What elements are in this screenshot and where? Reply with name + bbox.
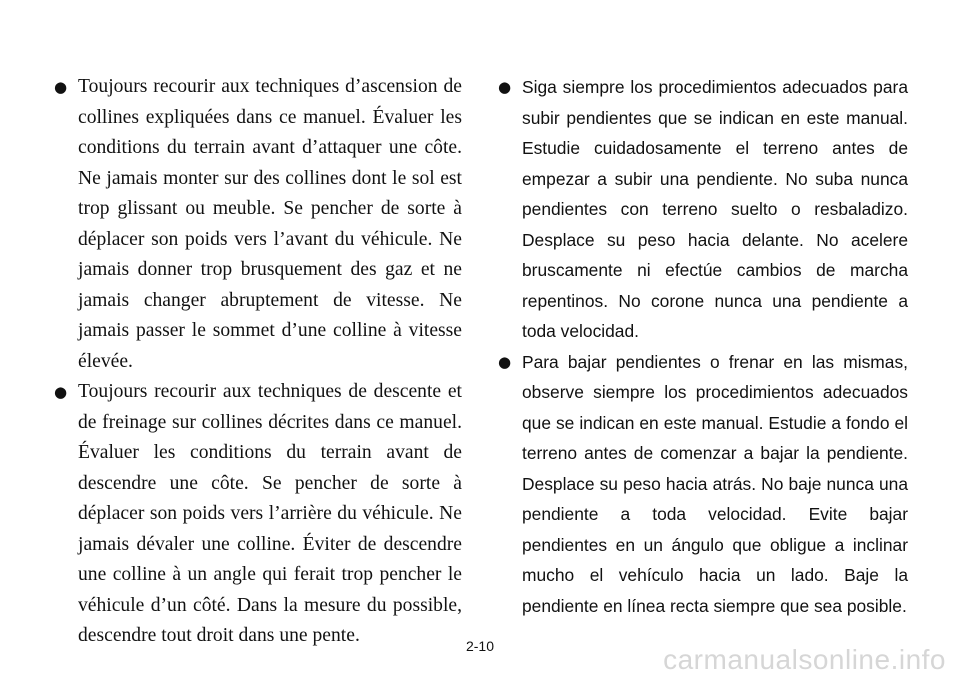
- bullet-icon: ●: [498, 78, 512, 96]
- bullet-icon: ●: [54, 383, 68, 401]
- bullet-icon: ●: [498, 352, 512, 371]
- bullet-item-hill-descent-fr: [54, 377, 462, 652]
- bullet-icon: ●: [54, 78, 68, 96]
- bullet-text: Toujours recourir aux techniques de descente et de freinage sur collines décrites dans ce manuel. Évaluer les conditions du terrain avant de descendre une côte. Se pencher de sorte à déplacer son poids vers l’arrière du véhicule. Ne jamais dévaler une colline. Éviter de descendre une colline à un angle qui ferait trop pencher le véhicule d’un côté. Dans la mesure du possible, descendre tout droit dans une pente.: [78, 381, 462, 646]
- bullet-item-hill-ascent-fr: [54, 72, 462, 377]
- spanish-column: [498, 72, 908, 621]
- page-number: 2-10: [465, 638, 495, 654]
- bullet-item-hill-ascent-es: [498, 72, 908, 347]
- bullet-item-hill-descent-es: [498, 347, 908, 622]
- watermark: carmanualsonline.info: [663, 644, 946, 675]
- bullet-text: Siga siempre los procedimientos adecuados para subir pendientes que se indican en este manual. Estudie cuidadosamente el terreno antes de empezar a subir una pendiente. No suba nunca pendientes con terreno suelto o resbaladizo. Desplace su peso hacia delante. No acelere bruscamente ni efectúe cambios de marcha repentinos. No corone nunca una pendiente a toda velocidad.: [522, 77, 908, 341]
- french-column: [54, 72, 462, 652]
- bullet-text: Para bajar pendientes o frenar en las mismas, observe siempre los procedimientos adecuados que se indican en este manual. Estudie a fondo el terreno antes de comenzar a bajar la pendiente. Desplace su peso hacia atrás. No baje nunca una pendiente a toda velocidad. Evite bajar pendientes en un ángulo que obligue a inclinar mucho el vehículo hacia un lado. Baje la pendiente en línea recta siempre que sea posible.: [522, 351, 908, 616]
- bullet-text: Toujours recourir aux techniques d’ascension de collines expliquées dans ce manuel. Évaluer les conditions du terrain avant d’attaquer une côte. Ne jamais monter sur des collines dont le sol est trop glissant ou meuble. Se pencher de sorte à déplacer son poids vers l’avant du véhicule. Ne jamais donner trop brusquement des gaz et ne jamais changer abruptement de vitesse. Ne jamais passer le sommet d’une colline à vitesse élevée.: [78, 76, 462, 372]
